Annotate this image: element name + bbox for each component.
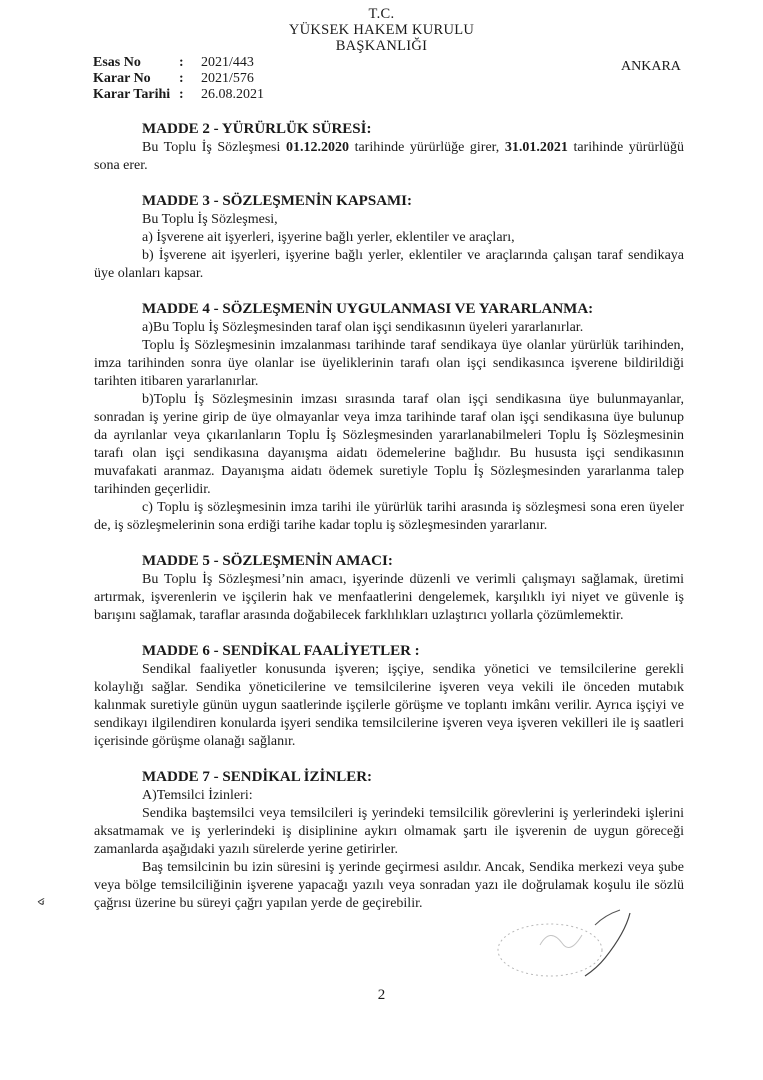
page-number: 2 [377, 987, 386, 1003]
article-6 [94, 642, 684, 751]
text-run: tarihinde yürürlüğü sona erer. [94, 140, 684, 173]
header-presidency: BAŞKANLIĞI [335, 38, 428, 54]
city-label: ANKARA [621, 59, 681, 74]
meta-value: 2021/576 [201, 71, 254, 86]
article-title: MADDE 5 - SÖZLEŞMENİN AMACI: [142, 553, 393, 569]
article-title: MADDE 6 - SENDİKAL FAALİYETLER : [142, 643, 420, 659]
article-2 [94, 120, 684, 175]
meta-label: Karar Tarihi [93, 87, 171, 102]
article-paragraph: Sendika baştemsilci veya temsilcileri iş yerindeki temsilcilik görevlerini iş yerlerindeki işlerini aksatmamak ve iş yerlerindeki iş disiplinine aykırı olmamak şartı ile işverenin de uygun göreceği zamanlarda aşağıdaki yazılı sürelerde yerine getirirler. [94, 806, 684, 857]
end-date: 31.01.2021 [504, 140, 568, 155]
header-tc: T.C. [368, 6, 395, 22]
article-paragraph: a)Bu Toplu İş Sözleşmesinden taraf olan işçi sendikasının üyeleri yararlanırlar. [142, 320, 584, 335]
signature-stamp [480, 905, 680, 980]
meta-row-karar [93, 71, 264, 87]
article-paragraph: Bu Toplu İş Sözleşmesi’nin amacı, işyerinde düzenli ve verimli çalışmayı sağlamak, üretimi artırmak, işverenlerin ve işçilerin hak ve menfaatlerini dengelemek, karşılıklı iyi niyet ve güvenle iş barışını sağlamak, taraflar arasında doğabilecek farklılıkları uzlaştırıcı yollarla çözümlemektir. [94, 572, 684, 623]
article-4 [94, 300, 684, 535]
article-title: MADDE 7 - SENDİKAL İZİNLER: [142, 769, 373, 785]
start-date: 01.12.2020 [285, 140, 349, 155]
article-3 [94, 192, 684, 283]
article-paragraph: A)Temsilci İzinleri: [142, 788, 253, 803]
case-metadata [93, 55, 264, 103]
meta-colon: : [179, 55, 184, 70]
article-title: MADDE 3 - SÖZLEŞMENİN KAPSAMI: [142, 193, 413, 209]
meta-row-date [93, 87, 264, 103]
article-title: MADDE 2 - YÜRÜRLÜK SÜRESİ: [142, 121, 372, 137]
article-7 [94, 768, 684, 913]
article-5 [94, 552, 684, 625]
article-paragraph: b)Toplu İş Sözleşmesinin imzası sırasında taraf olan işçi sendikasına üye bulunmayanlar, sonradan iş yerine girip de üye olmayanlar veya imza tarihinde taraf olan işçi sendikasına üye bulunup da ayrılanlar veya çıkarılanların Toplu İş Sözleşmesinden yararlanabilmeleri Toplu İş Sözleşmesinin tarafı olan işçi sendikasına dayanışma aidatı ödemelerine bağlıdır. Bu hususta işçi sendikasının muvafakati aranmaz. Dayanışma aidatı ödemek suretiyle Toplu İş Sözleşmesinden yararlanma talep tarihinden geçerlidir. [94, 392, 684, 497]
meta-label: Karar No [93, 71, 151, 86]
text-run: tarihinde yürürlüğe girer, [348, 140, 505, 155]
article-paragraph: a) İşverene ait işyerleri, işyerine bağlı yerler, eklentiler ve araçları, [142, 230, 515, 245]
article-paragraph [94, 139, 684, 175]
article-paragraph: Bu Toplu İş Sözleşmesi, [142, 212, 278, 227]
margin-mark: ܬ [31, 895, 48, 907]
meta-colon: : [179, 71, 184, 86]
meta-value: 26.08.2021 [201, 87, 264, 102]
meta-colon: : [179, 87, 184, 102]
article-title: MADDE 4 - SÖZLEŞMENİN UYGULANMASI VE YARARLANMA: [142, 301, 594, 317]
document-body [94, 120, 684, 930]
meta-value: 2021/443 [201, 55, 254, 70]
meta-label: Esas No [93, 55, 141, 70]
meta-row-esas [93, 55, 264, 71]
article-paragraph: b) İşverene ait işyerleri, işyerine bağlı yerler, eklentiler ve araçlarında çalışan taraf sendikaya üye olanları kapsar. [94, 248, 684, 281]
article-paragraph: Toplu İş Sözleşmesinin imzalanması tarihinde taraf sendikaya üye olanlar yürürlük tarihinden, imza tarihinden sonra üye olanlar ise üyeliklerinin tarafı olan işçi sendikasınca işverene bildirildiği tarihten itibaren yararlanırlar. [94, 338, 684, 389]
header-institution: YÜKSEK HAKEM KURULU [288, 22, 475, 38]
document-header [0, 6, 763, 54]
article-paragraph: c) Toplu iş sözleşmesinin imza tarihi ile yürürlük tarihi arasında iş sözleşmesi sona eren üyeler de, iş sözleşmelerinin sona erdiği tarihe kadar toplu iş sözleşmesinden yararlanır. [94, 500, 684, 533]
article-paragraph: Sendikal faaliyetler konusunda işveren; işçiye, sendika yönetici ve temsilcilerine gerekli kolaylığı sağlar. Sendika yöneticilerine ve temsilcilerine işveren veya vekili ile önceden mutabık kalınmak suretiyle günün uygun saatlerinde işçilerle görüşme ve toplantı imkânı verilir. Ayrıca işçiyi ve sendikayı ilgilendiren konularda işyeri sendika temsilcilerine işveren veya işveren vekilleri ile iş saatleri içerisinde görüşme olanağı sağlanır. [94, 662, 684, 749]
article-paragraph: Baş temsilcinin bu izin süresini iş yerinde geçirmesi asıldır. Ancak, Sendika merkezi veya şube veya bölge temsilciliğinin işverene yapacağı yazılı veya sonradan yazı ile doğrulamak koşulu ile sözlü çağrısı üzerine bu süreyi çağrı yapılan yerde de geçirebilir. [94, 860, 684, 911]
text-run: Bu Toplu İş Sözleşmesi [142, 140, 286, 155]
